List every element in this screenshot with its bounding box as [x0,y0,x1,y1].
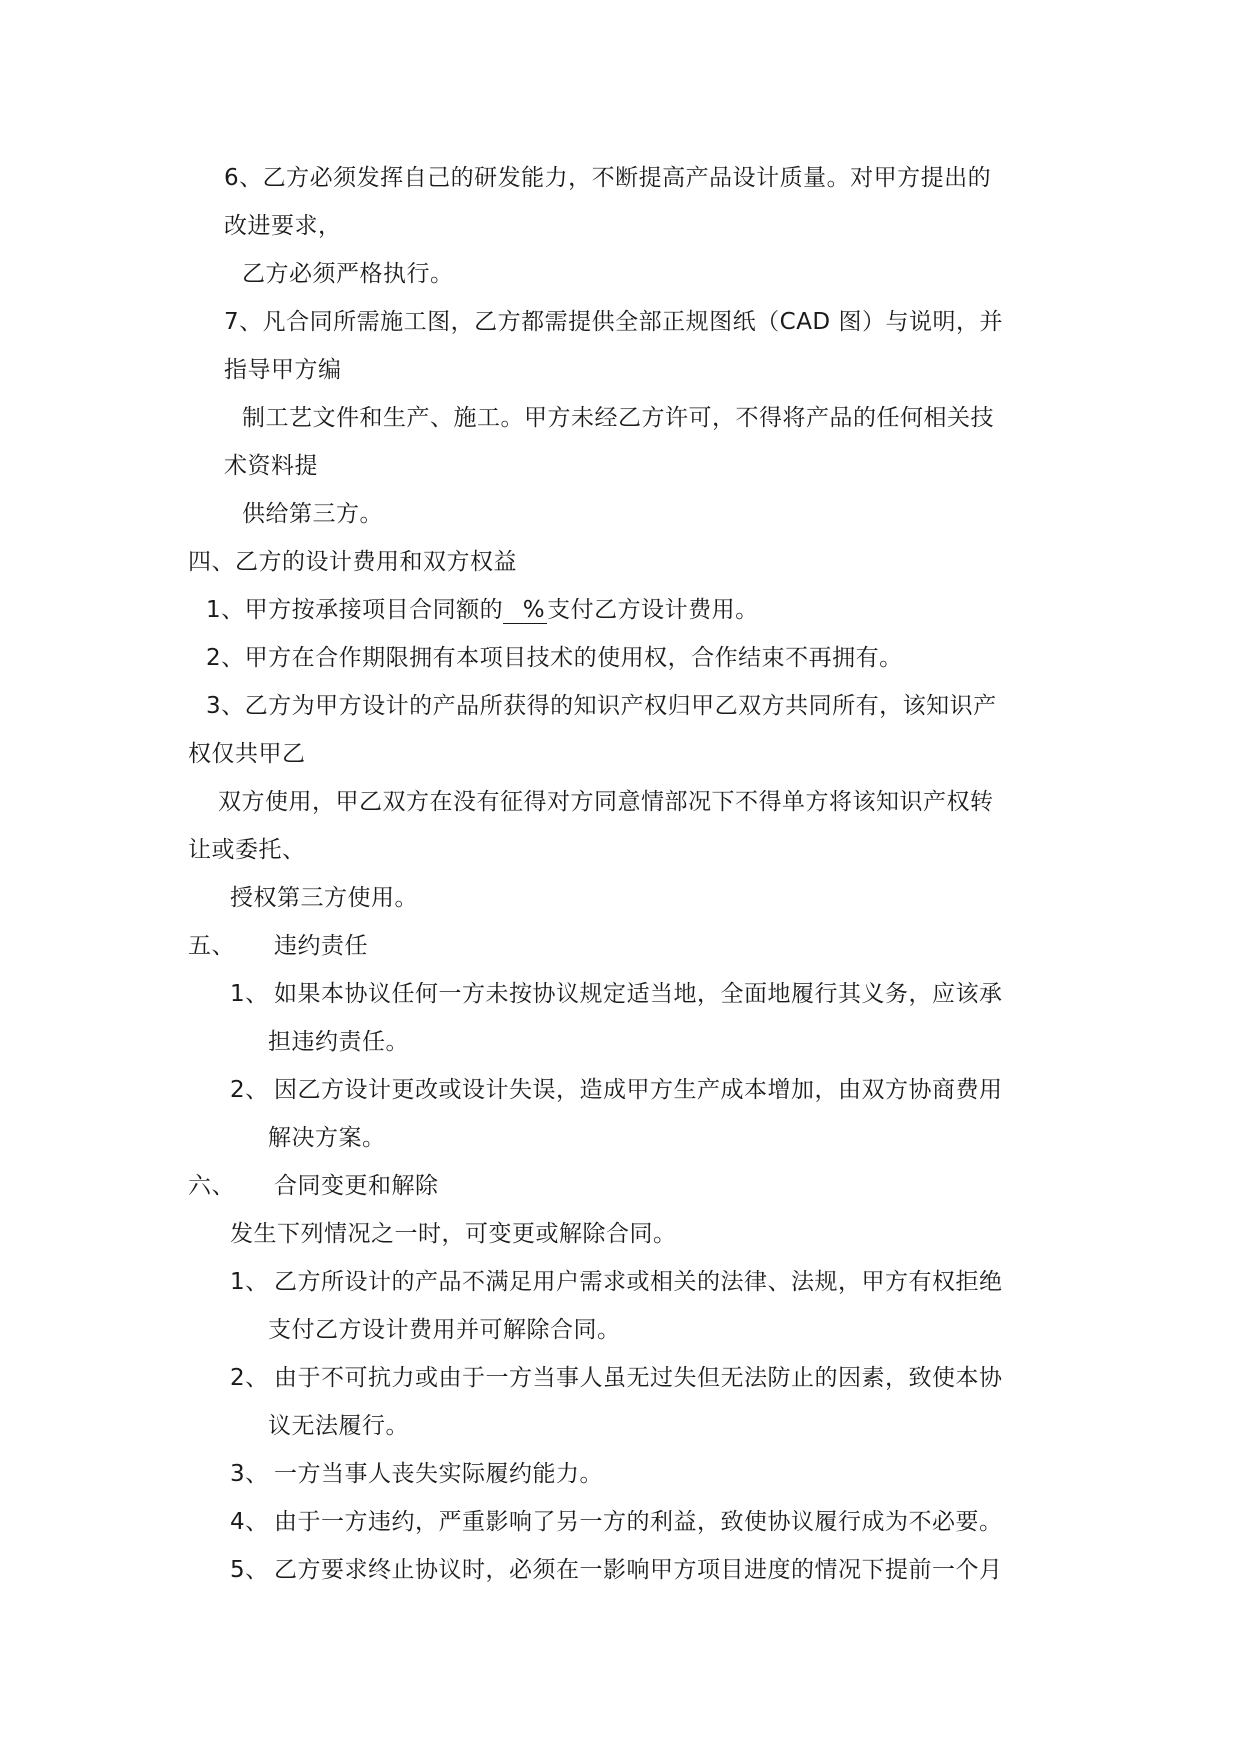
paragraph-line: 改进要求， [224,213,342,239]
percentage-blank: % [503,597,547,624]
paragraph-line: 制工艺文件和生产、施工。甲方未经乙方许可，不得将产品的任何相关技 [242,405,994,431]
paragraph-line: 2、甲方在合作期限拥有本项目技术的使用权，合作结束不再拥有。 [206,645,903,671]
paragraph-line: 双方使用，甲乙双方在没有征得对方同意情部况下不得单方将该知识产权转 [218,789,994,815]
clause-text: 由于不可抗力或由于一方当事人虽无过失但无法防止的因素，致使本协 [274,1365,1003,1391]
paragraph-line [230,1459,603,1489]
section-heading: 四、乙方的设计费用和双方权益 [188,549,517,575]
paragraph-line [230,1507,1003,1537]
clause-number: 3、 [230,1461,269,1487]
section-heading [188,1171,439,1201]
paragraph-line: 议无法履行。 [268,1413,409,1439]
clause-text: 由于一方违约，严重影响了另一方的利益，致使协议履行成为不必要。 [274,1509,1003,1535]
clause-text: 乙方要求终止协议时，必须在一影响甲方项目进度的情况下提前一个月 [274,1557,1003,1583]
paragraph-line: 担违约责任。 [268,1029,409,1055]
section-number: 五、 [188,933,235,959]
clause-number: 4、 [230,1509,269,1535]
paragraph-line [230,979,1003,1009]
paragraph-line: 支付乙方设计费用并可解除合同。 [268,1317,621,1343]
clause-text: 一方当事人丧失实际履约能力。 [274,1461,603,1487]
section-title: 违约责任 [274,933,368,959]
section-heading [188,931,368,961]
paragraph-line: 供给第三方。 [242,501,383,527]
clause-number: 2、 [230,1365,269,1391]
paragraph-line: 发生下列情况之一时，可变更或解除合同。 [230,1221,677,1247]
paragraph-line [230,1555,1003,1585]
clause-number: 2、 [230,1077,269,1103]
paragraph-line: 乙方必须严格执行。 [242,261,454,287]
paragraph-line: 权仅共甲乙 [188,741,306,767]
paragraph-line: 术资料提 [224,453,318,479]
clause-text: 1、甲方按承接项目合同额的 [206,597,504,623]
paragraph-line [230,1267,1003,1297]
paragraph-line [230,1363,1003,1393]
clause-text: 如果本协议任何一方未按协议规定适当地，全面地履行其义务，应该承 [274,981,1003,1007]
paragraph-line: 3、乙方为甲方设计的产品所获得的知识产权归甲乙双方共同所有，该知识产 [206,693,997,719]
paragraph-line [230,1075,1003,1105]
clause-text: 因乙方设计更改或设计失误，造成甲方生产成本增加，由双方协商费用 [274,1077,1003,1103]
section-title: 合同变更和解除 [274,1173,439,1199]
paragraph-line: 6、乙方必须发挥自己的研发能力，不断提高产品设计质量。对甲方提出的 [224,165,992,191]
paragraph-line: 解决方案。 [268,1125,386,1151]
clause-number: 1、 [230,981,269,1007]
clause-text: 支付乙方设计费用。 [547,597,759,623]
clause-text: 乙方所设计的产品不满足用户需求或相关的法律、法规，甲方有权拒绝 [274,1269,1003,1295]
paragraph-line: 授权第三方使用。 [230,885,418,911]
section-number: 六、 [188,1173,235,1199]
paragraph-line: 指导甲方编 [224,357,342,383]
clause-number: 1、 [230,1269,269,1295]
clause-number: 5、 [230,1557,269,1583]
paragraph-line: 7、凡合同所需施工图，乙方都需提供全部正规图纸（CAD 图）与说明，并 [224,309,1003,335]
paragraph-line [206,595,759,625]
paragraph-line: 让或委托、 [188,837,306,863]
